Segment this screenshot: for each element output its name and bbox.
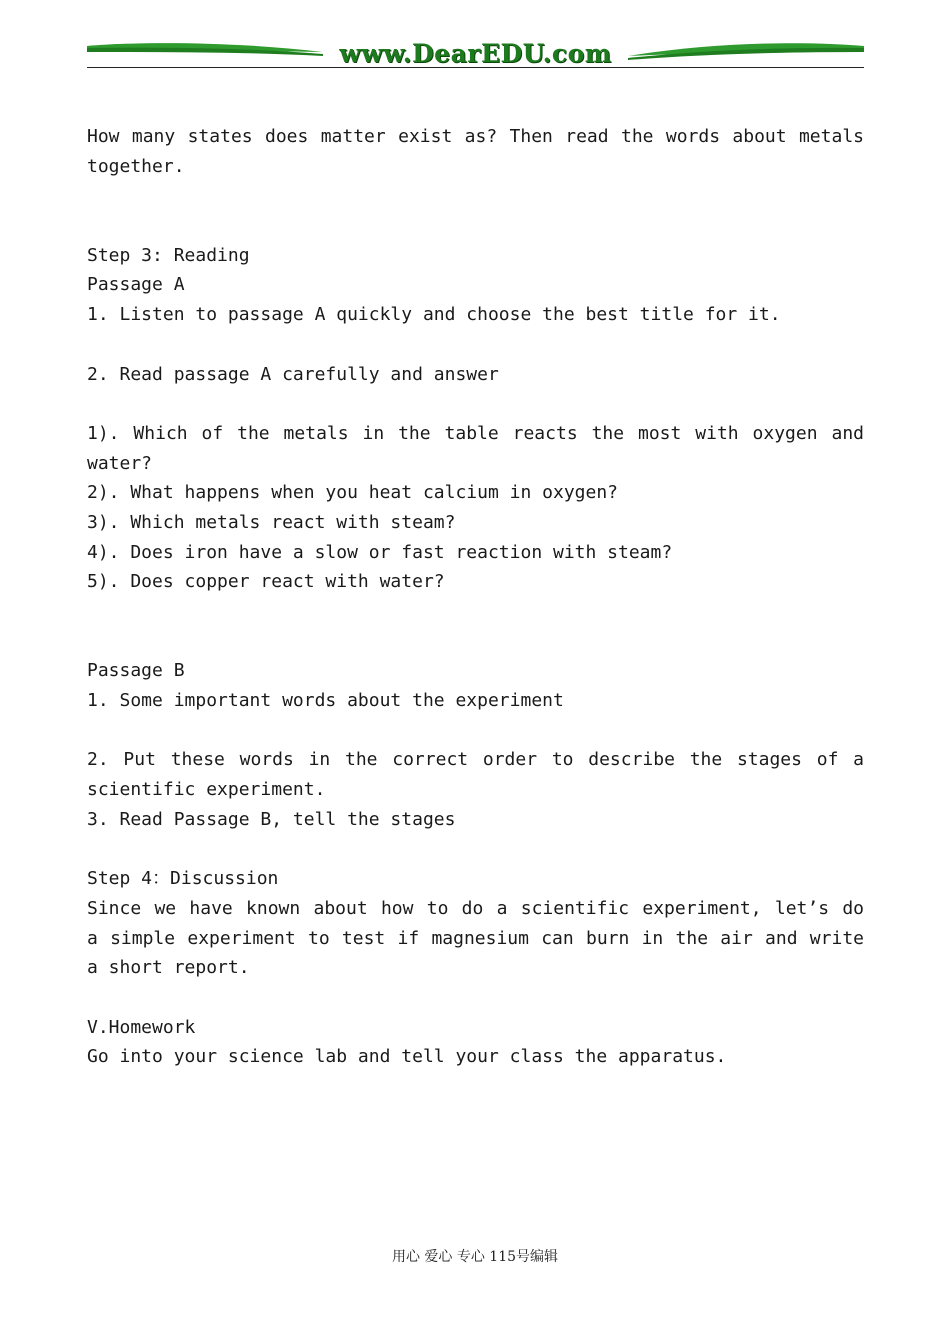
section-heading: V.Homework bbox=[87, 1016, 196, 1038]
text-line: together. bbox=[87, 155, 185, 177]
question-line: 3). Which metals react with steam? bbox=[87, 511, 456, 533]
question-line: 4). Does iron have a slow or fast reaction with steam? bbox=[87, 541, 673, 563]
question-line: 1). Which of the metals in the table reacts the most with oxygen and bbox=[87, 422, 864, 444]
text-line: a short report. bbox=[87, 957, 250, 979]
question-line: 5). Does copper react with water? bbox=[87, 571, 445, 593]
text-line: a simple experiment to test if magnesium can burn in the air and write bbox=[87, 927, 864, 949]
subheading: Passage B bbox=[87, 660, 185, 682]
text-line: 2. Read passage A carefully and answer bbox=[87, 363, 499, 385]
page-footer: 用心 爱心 专心 115号编辑 bbox=[391, 1249, 559, 1265]
text-line: scientific experiment. bbox=[87, 779, 326, 801]
section-heading: Step 3: Reading bbox=[87, 244, 250, 266]
text-line: 3. Read Passage B, tell the stages bbox=[87, 808, 456, 830]
document-body bbox=[87, 122, 864, 1072]
site-logo-text: www.DearEDU.com bbox=[339, 39, 612, 68]
header-divider bbox=[87, 67, 864, 68]
question-line: 2). What happens when you heat calcium in oxygen? bbox=[87, 482, 619, 504]
question-line: water? bbox=[87, 452, 153, 474]
text-line: 1. Some important words about the experiment bbox=[87, 690, 564, 712]
text-line: 2. Put these words in the correct order to describe the stages of a bbox=[87, 749, 864, 771]
text-line: Since we have known about how to do a scientific experiment, let’s do bbox=[87, 897, 864, 919]
text-line: 1. Listen to passage A quickly and choose the best title for it. bbox=[87, 304, 781, 326]
subheading: Passage A bbox=[87, 274, 185, 296]
section-heading: Step 4：Discussion bbox=[87, 868, 279, 890]
text-line: Go into your science lab and tell your class the apparatus. bbox=[87, 1046, 727, 1068]
text-line: How many states does matter exist as? Then read the words about metals bbox=[87, 126, 864, 147]
